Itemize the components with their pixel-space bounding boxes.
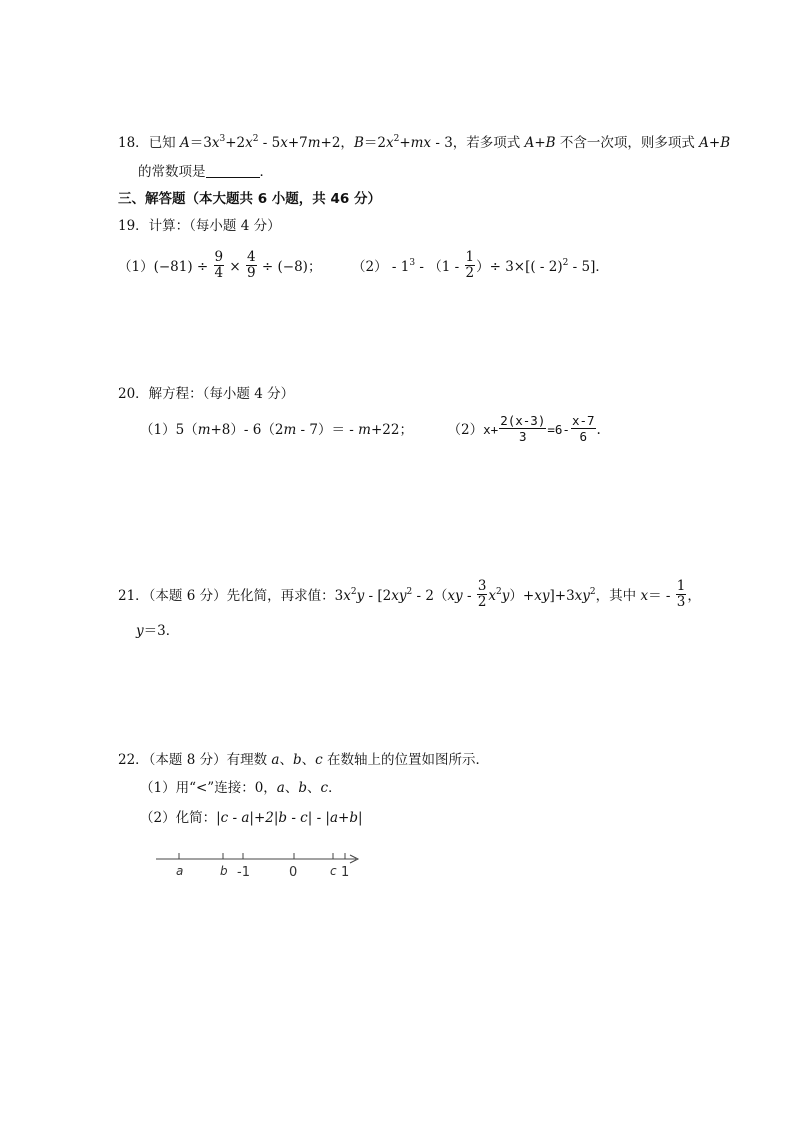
fraction: $\frac{1}{2}$ xyxy=(465,249,475,281)
label-1: 1 xyxy=(341,865,350,880)
label-c: c xyxy=(330,864,337,878)
q22-part2: （2）化简：|c - a|+2|b - c| - |a+b| xyxy=(140,810,363,826)
fraction: $\frac{1}{3}$ xyxy=(676,578,686,610)
label-a: a xyxy=(176,864,184,878)
label-0: 0 xyxy=(289,865,298,880)
q18-line2: 的常数项是 ． xyxy=(138,164,273,180)
fraction: $\frac{x-7}{6}$ xyxy=(571,413,595,444)
fraction: $\frac{4}{9}$ xyxy=(247,249,256,281)
q18-line1: 18．已知 $A=3x^3+2x^2 - 5x+7m+2$，$B=2x^2+mx - 3$，若多项式 A+B 不含一次项，则多项式 A+B xyxy=(118,134,731,151)
q22-title: 22．（本题 8 分）有理数 a、b、c 在数轴上的位置如图所示． xyxy=(118,752,489,768)
q20-title: 20．解方程：（每小题 4 分） xyxy=(118,386,295,402)
q19-parts: （1）(−81) ÷ $\frac{9}{4}$ × $\frac{4}{9}$ ÷ (−8)； $(2) - 1^3 - (1$ - $\frac{1}{2}$ ）÷ 3×[( - 2)$^2$ - 5]． xyxy=(118,249,609,281)
answer-blank[interactable] xyxy=(206,163,260,178)
q22-part1: （1）用“<”连接：0，a、b、c． xyxy=(140,780,342,796)
number-line-figure xyxy=(150,848,370,884)
q19-title: 19．计算：（每小题 4 分） xyxy=(118,218,281,234)
fraction: $\frac{2(x-3)}{3}$ xyxy=(500,413,546,444)
label-b: b xyxy=(220,864,228,878)
q21-line1: 21．（本题 6 分）先化简，再求值：$3x^2y - [2xy^2 - 2(xy$ - $\frac{3}{2}$ $x^2y)+xy]+3xy^2$，其中 x＝ - $\frac{1}{3}$ ， xyxy=(118,578,701,610)
q21-line2: y＝3． xyxy=(136,623,180,639)
fraction: $\frac{3}{2}$ xyxy=(477,578,487,610)
section-heading: 三、解答题（本大题共 6 小题，共 46 分） xyxy=(118,191,381,207)
fraction: $\frac{9}{4}$ xyxy=(214,249,224,281)
q20-parts: （1）5（m+8）- 6（2m - 7）＝ - m+22； （2）x+ $\frac{2(x-3)}{3}$ =6- $\frac{x-7}{6}$ . xyxy=(140,413,601,444)
label-minus1: -1 xyxy=(237,865,250,880)
